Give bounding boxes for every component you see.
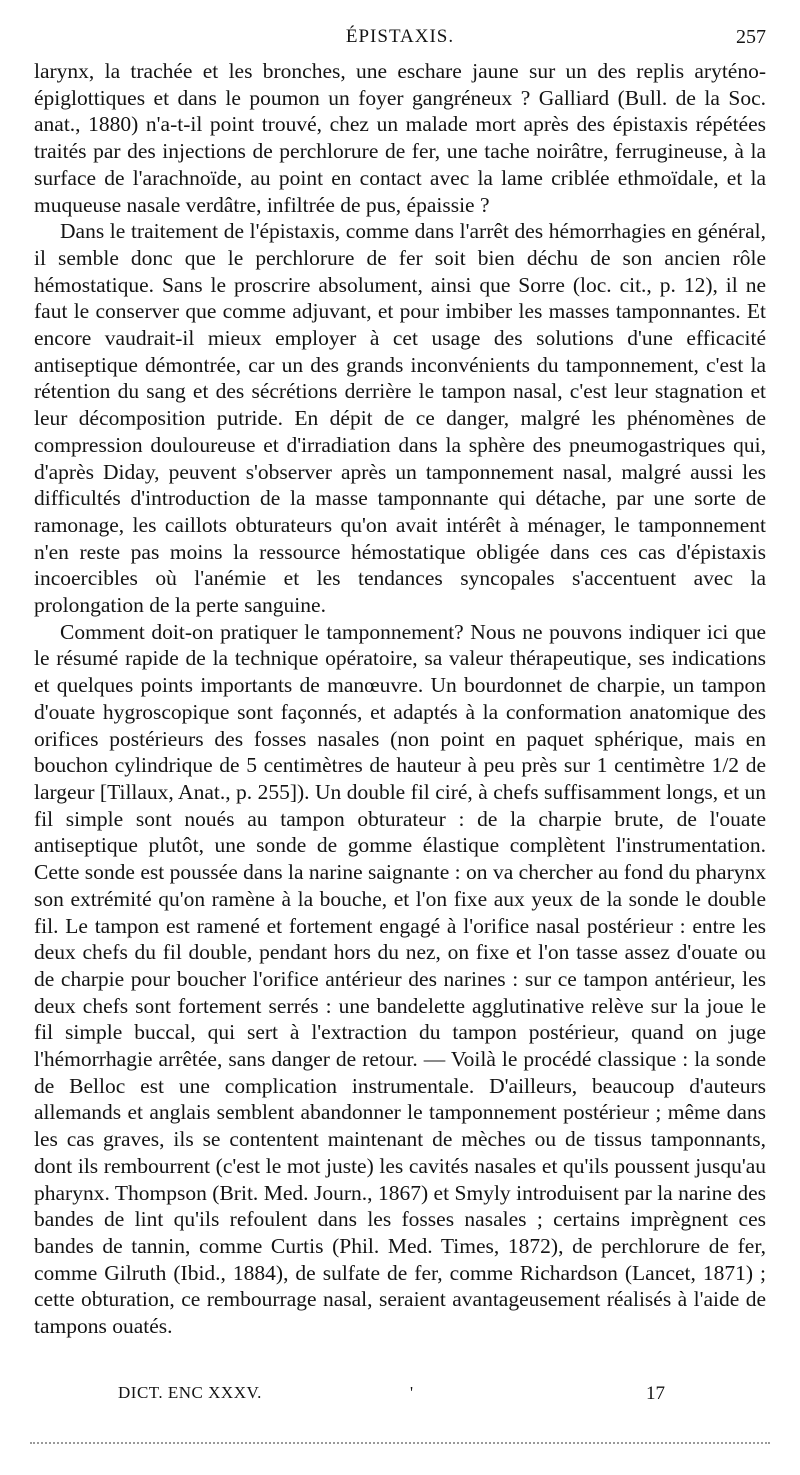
paragraph-treatment: Dans le traitement de l'épistaxis, comme dans l'arrêt des hémorrhagies en général, il semble donc que le perchlorure de fer soit bien déchu de son ancien rôle hémostatique. Sans le proscrire absolument, ainsi que Sorre (loc. cit., p. 12), il ne faut le conserver que comme adjuvant, et pour imbiber les masses tamponnantes. Et encore vaudrait-il mieux employer à cet usage des solutions d'une efficacité antiseptique démontrée, car un des grands inconvénients du tamponnement, c'est la rétention du sang et des sécrétions derrière le tampon nasal, c'est leur stagnation et leur décomposition putride. En dépit de ce danger, malgré les phénomènes de compression douloureuse et d'irradiation dans la sphère des pneumogastriques qui, d'après Diday, peuvent s'observer après un tamponnement nasal, malgré aussi les difficultés d'introduction de la masse tamponnante qui détache, par une sorte de ramonage, les caillots obturateurs qu'on avait intérêt à ménager, le tamponnement n'en reste pas moins la ressource hémostatique obligée dans ces cas d'épistaxis incoercibles où l'anémie et les tendances syncopales s'accentuent avec la prolongation de la perte sanguine. [34,219,766,618]
paragraph-continuation: larynx, la trachée et les bronches, une eschare jaune sur un des replis aryténo-épiglottiques et dans le poumon un foyer gangréneux ? Galliard (Bull. de la Soc. anat., 1880) n'a-t-il point trouvé, chez un malade mort après des épistaxis répétées traités par des injections de perchlorure de fer, une tache noirâtre, ferrugineuse, à la surface de l'arachnoïde, au point en contact avec la lame criblée ethmoïdale, et la muqueuse nasale verdâtre, infiltrée de pus, épaissie ? [34,59,766,217]
page-header [34,26,766,54]
page-number: 257 [736,26,766,48]
page-footer [118,1383,678,1409]
signature-mark: ' [410,1383,414,1402]
paragraph-tamponnement: Comment doit-on pratiquer le tamponnement? Nous ne pouvons indiquer ici que le résumé rapide de la technique opératoire, sa valeur thérapeutique, ses indications et quelques points importants de manœuvre. Un bourdonnet de charpie, un tampon d'ouate hygroscopique sont façonnés, et adaptés à la conformation anatomique des orifices postérieurs des fosses nasales (non point en paquet sphérique, mais en bouchon cylindrique de 5 centimètres de hauteur à peu près sur 1 centimètre 1/2 de largeur [Tillaux, Anat., p. 255]). Un double fil ciré, à chefs suffisamment longs, et un fil simple sont noués au tampon obturateur : de la charpie brute, de l'ouate antiseptique plutôt, une sonde de gomme élastique complètent l'instrumentation. Cette sonde est poussée dans la narine saignante : on va chercher au fond du pharynx son extrémité qu'on ramène à la bouche, et l'on fixe aux yeux de la sonde le double fil. Le tampon est ramené et fortement engagé à l'orifice nasal postérieur : entre les deux chefs du fil double, pendant hors du nez, on fixe et l'on tasse assez d'ouate ou de charpie pour boucher l'orifice antérieur des narines : sur ce tampon antérieur, les deux chefs sont fortement serrés : une bandelette agglutinative relève sur la joue le fil simple buccal, qui sert à l'extraction du tampon postérieur, quand on juge l'hémorrhagie arrêtée, sans danger de retour. — Voilà le procédé classique : la sonde de Belloc est une complication instrumentale. D'ailleurs, beaucoup d'auteurs allemands et anglais semblent abandonner le tamponnement postérieur ; même dans les cas graves, ils se contentent maintenant de mèches ou de tissus tamponnants, dont ils rembourrent (c'est le mot juste) les cavités nasales et qu'ils poussent jusqu'au pharynx. Thompson (Brit. Med. Journ., 1867) et Smyly introduisent par la narine des bandes de lint qu'ils refoulent dans les fosses nasales ; certains imprègnent ces bandes de tannin, comme Curtis (Phil. Med. Times, 1872), de perchlorure de fer, comme Gilruth (Ibid., 1884), de sulfate de fer, comme Richardson (Lancet, 1871) ; cette obturation, ce rembourrage nasal, seraient avantageusement réalisés à l'aide de tampons ouatés. [34,619,766,1339]
running-title: ÉPISTAXIS. [345,26,455,47]
sheet-number: 17 [646,1383,665,1404]
printer-signature: DICT. ENC XXXV. [118,1383,262,1402]
body-text [34,58,766,1340]
trim-line [30,1442,770,1444]
